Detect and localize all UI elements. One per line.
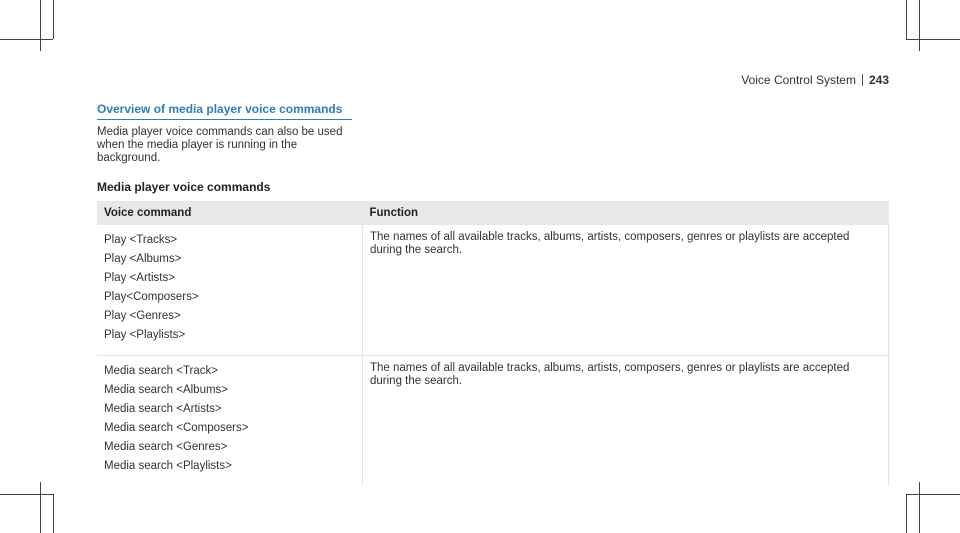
- voice-command-cell: [97, 225, 363, 356]
- voice-command: Media search <Artists>: [104, 403, 222, 415]
- crop-mark: [53, 494, 54, 533]
- crop-mark: [40, 0, 41, 51]
- header-section: Voice Control System: [741, 73, 856, 87]
- voice-command: Play <Tracks>: [104, 234, 178, 246]
- crop-mark: [919, 482, 920, 533]
- voice-command-cell: [97, 356, 363, 487]
- crop-mark: [40, 482, 41, 533]
- crop-mark: [53, 0, 54, 39]
- voice-command: Media search <Composers>: [104, 422, 249, 434]
- table-caption: Media player voice commands: [97, 180, 271, 194]
- crop-mark: [906, 0, 907, 39]
- column-header-function: Function: [363, 201, 889, 225]
- voice-command: Play <Playlists>: [104, 329, 186, 341]
- function-cell: The names of all available tracks, albums, artists, composers, genres or playlists are accepted during the search.: [363, 225, 889, 356]
- voice-command: Play <Albums>: [104, 253, 182, 265]
- voice-command: Media search <Albums>: [104, 384, 229, 396]
- voice-command: Play <Artists>: [104, 272, 175, 284]
- voice-command: Media search <Genres>: [104, 441, 228, 453]
- table-header-row: [97, 201, 889, 225]
- crop-mark: [0, 39, 53, 40]
- section-title: Overview of media player voice commands: [97, 102, 343, 116]
- function-cell: The names of all available tracks, albums, artists, composers, genres or playlists are accepted during the search.: [363, 356, 889, 487]
- header-separator: [862, 74, 863, 86]
- crop-mark: [0, 494, 53, 495]
- crop-mark: [906, 494, 960, 495]
- voice-command: Media search <Playlists>: [104, 460, 232, 472]
- voice-command: Play<Composers>: [104, 291, 199, 303]
- page-number: 243: [868, 73, 889, 87]
- crop-mark: [919, 0, 920, 51]
- voice-command: Play <Genres>: [104, 310, 181, 322]
- voice-command-table: [97, 201, 889, 486]
- intro-paragraph: Media player voice commands can also be used when the media player is running in the background.: [97, 126, 343, 164]
- running-header: [741, 73, 889, 87]
- crop-mark: [906, 39, 960, 40]
- title-underline: [97, 119, 352, 120]
- table-row: [97, 225, 889, 356]
- crop-mark: [906, 494, 907, 533]
- column-header-voice-command: Voice command: [97, 201, 363, 225]
- table-row: [97, 356, 889, 487]
- voice-command: Media search <Track>: [104, 365, 218, 377]
